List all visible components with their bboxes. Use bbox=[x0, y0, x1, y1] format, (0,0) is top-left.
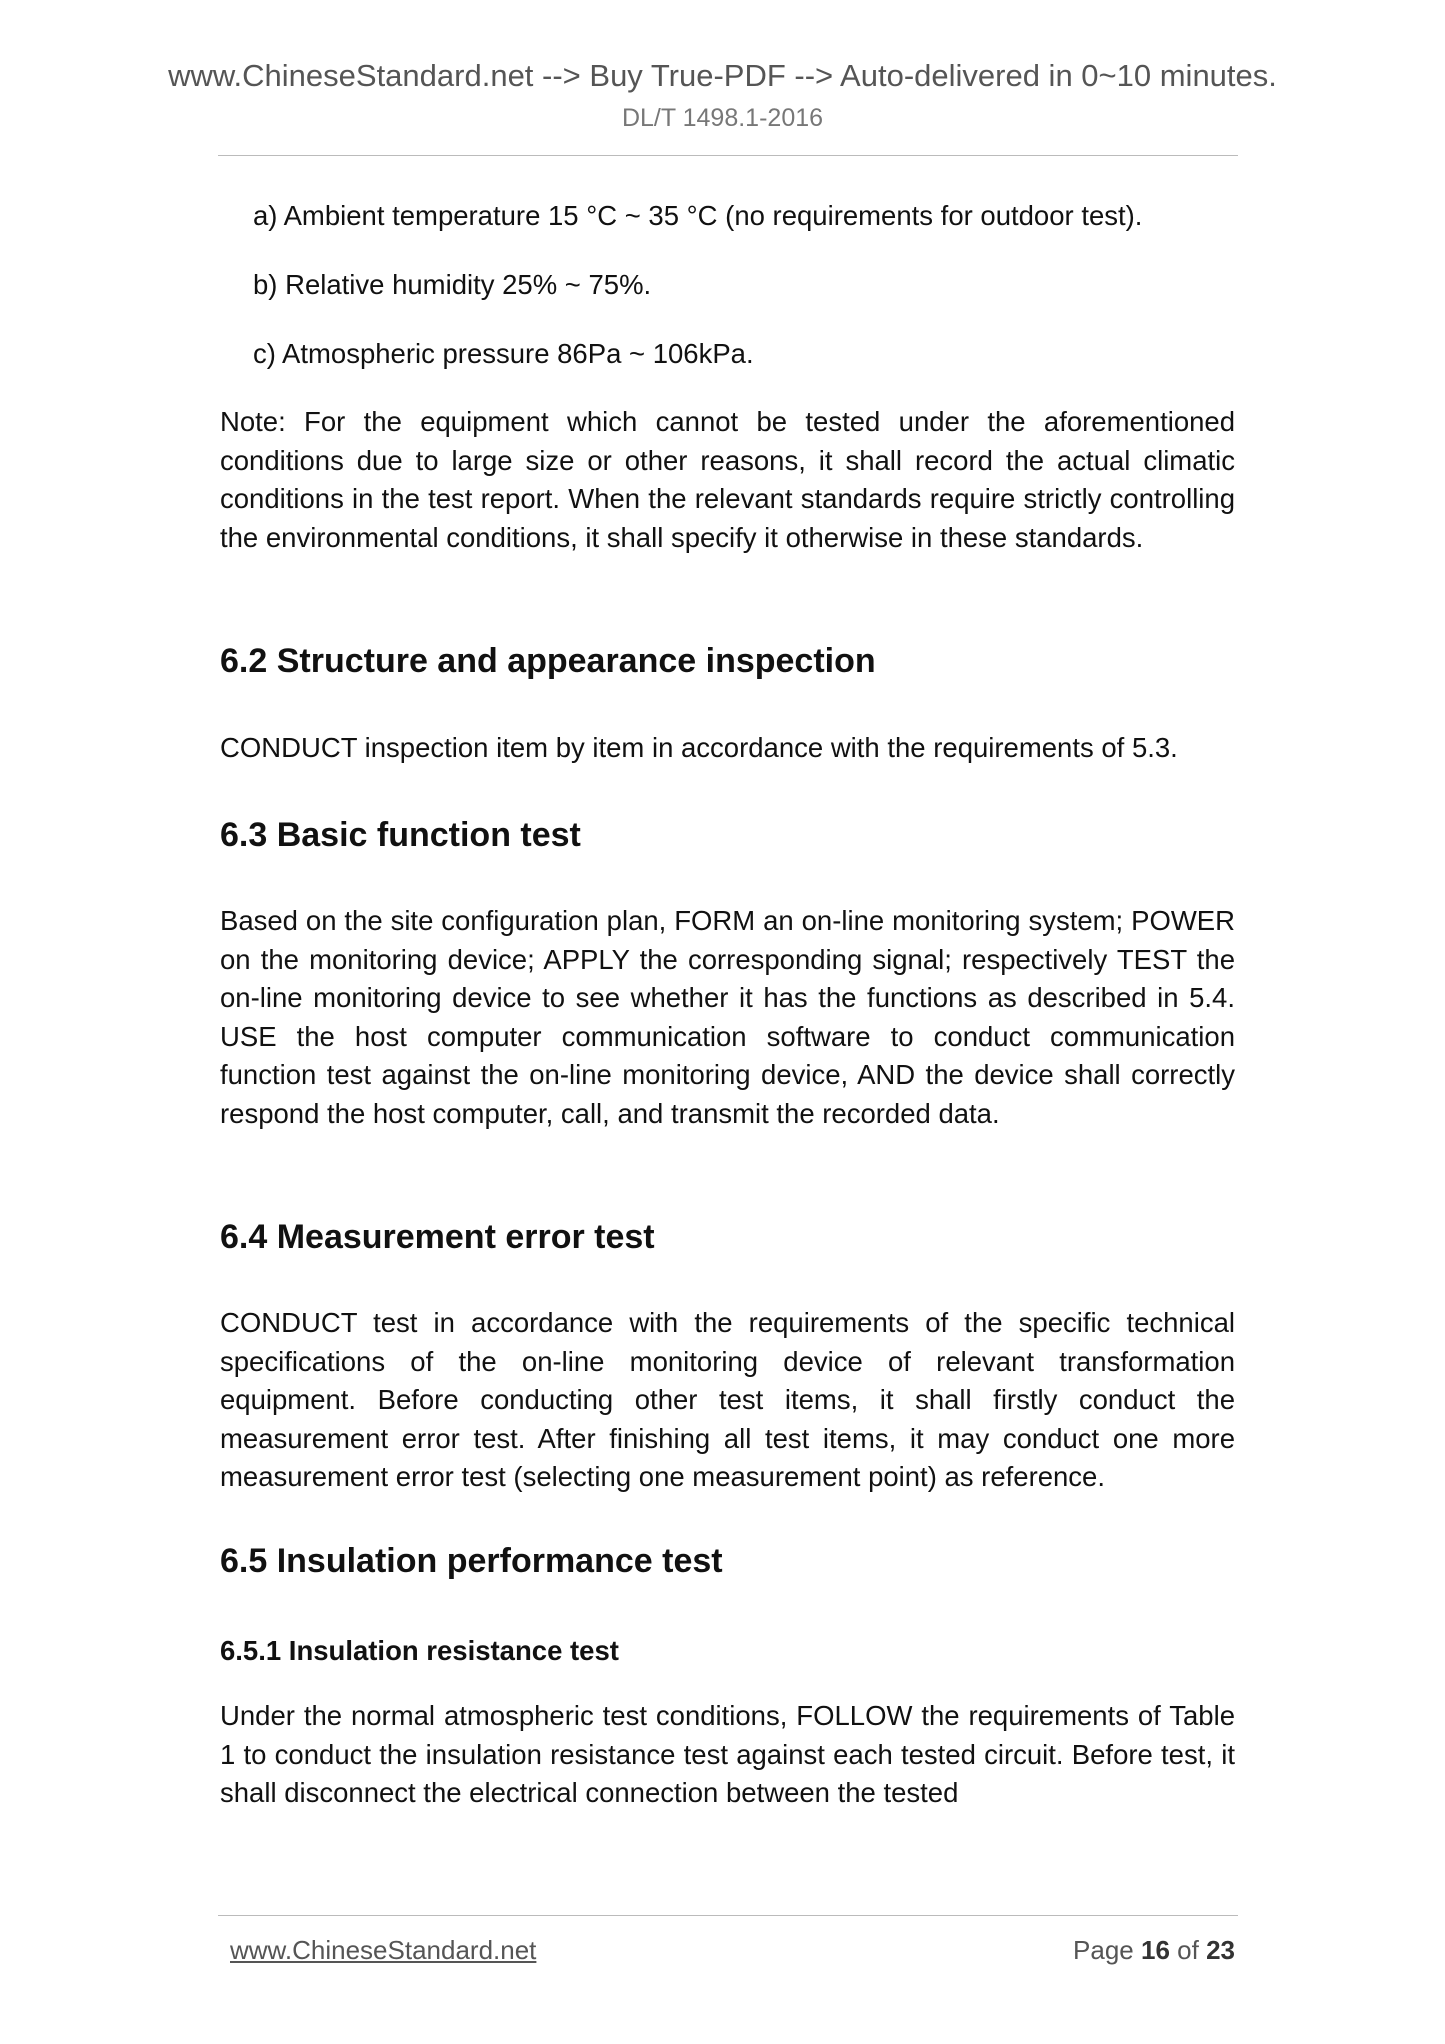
section-heading-6-2: 6.2 Structure and appearance inspection bbox=[220, 642, 876, 680]
note-paragraph: Note: For the equipment which cannot be tested under the aforementioned conditions due to large size or other reasons, it shall record the actual climatic conditions in the test report. When the relevant standards require strictly controlling the environmental conditions, it shall specify it otherwise in these standards. bbox=[220, 406, 1235, 553]
section-text-6-5-1: Under the normal atmospheric test conditions, FOLLOW the requirements of Table 1 to conduct the insulation resistance test against each tested circuit. Before test, it shall disconnect the electrical connection between the tested bbox=[220, 1700, 1235, 1808]
condition-item: a) Ambient temperature 15 °C ~ 35 °C (no requirements for outdoor test). bbox=[253, 200, 1143, 231]
page-of: of bbox=[1177, 1935, 1199, 1965]
section-heading-6-5: 6.5 Insulation performance test bbox=[220, 1542, 723, 1580]
section-text-6-4: CONDUCT test in accordance with the requirements of the specific technical specifications of the on-line monitoring device of relevant transformation equipment. Before conducting other test items, it shall firstly conduct the measurement error test. After finishing all test items, it may conduct one more measurement error test (selecting one measurement point) as reference. bbox=[220, 1307, 1235, 1492]
header-banner: www.ChineseStandard.net --> Buy True-PDF --> Auto-delivered in 0~10 minutes. bbox=[168, 58, 1277, 93]
footer-divider bbox=[218, 1915, 1238, 1916]
subsection-heading-6-5-1: 6.5.1 Insulation resistance test bbox=[220, 1635, 619, 1666]
standard-number: DL/T 1498.1-2016 bbox=[621, 104, 824, 132]
section-text-6-2: CONDUCT inspection item by item in accordance with the requirements of 5.3. bbox=[220, 732, 1178, 763]
condition-item: b) Relative humidity 25% ~ 75%. bbox=[253, 269, 652, 300]
page-label: Page bbox=[1073, 1935, 1134, 1965]
footer-site-link[interactable]: www.ChineseStandard.net bbox=[230, 1935, 537, 1965]
section-text-6-3: Based on the site configuration plan, FORM an on-line monitoring system; POWER on the monitoring device; APPLY the corresponding signal; respectively TEST the on-line monitoring device to see whether it has the functions as described in 5.4. USE the host computer communication software to conduct communication function test against the on-line monitoring device, AND the device shall correctly respond the host computer, call, and transmit the recorded data. bbox=[220, 905, 1235, 1129]
section-heading-6-3: 6.3 Basic function test bbox=[220, 816, 581, 854]
condition-item: c) Atmospheric pressure 86Pa ~ 106kPa. bbox=[253, 338, 754, 369]
section-heading-6-4: 6.4 Measurement error test bbox=[220, 1218, 655, 1256]
page-current: 16 bbox=[1141, 1935, 1170, 1965]
page-total: 23 bbox=[1206, 1935, 1235, 1965]
page-number bbox=[1073, 1935, 1235, 1966]
header-divider bbox=[218, 155, 1238, 156]
